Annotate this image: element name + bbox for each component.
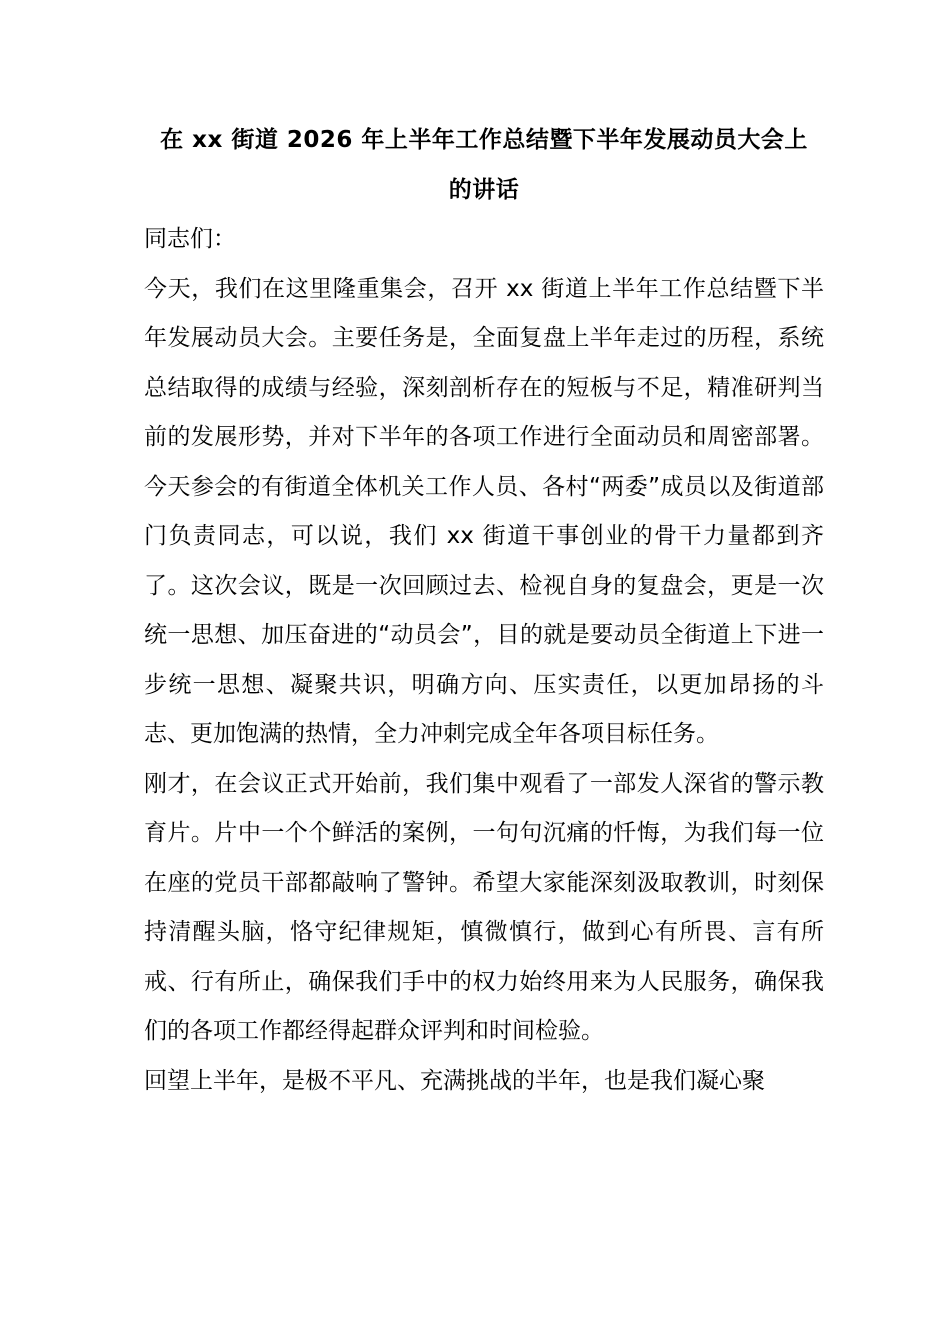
document-title	[144, 115, 824, 215]
greeting: 同志们：	[144, 226, 236, 252]
paragraph-opening: 今天，我们在这里隆重集会，召开 xx 街道上半年工作总结暨下半年发展动员大会。主要任务是，全面复盘上半年走过的历程，系统总结取得的成绩与经验，深刻剖析存在的短板与不足，精准研判当前的发展形势，并对下半年的各项工作进行全面动员和周密部署。今天参会的有街道全体机关工作人员、各村“两委”成员以及街道部门负责同志，可以说，我们 xx 街道干事创业的骨干力量都到齐了。这次会议，既是一次回顾过去、检视自身的复盘会，更是一次统一思想、加压奋进的“动员会”，目的就是要动员全街道上下进一步统一思想、凝聚共识，明确方向、压实责任，以更加昂扬的斗志、更加饱满的热情，全力冲刺完成全年各项目标任务。	[144, 275, 824, 747]
document-page	[144, 115, 824, 1106]
paragraph-review: 回望上半年，是极不平凡、充满挑战的半年，也是我们凝心聚	[144, 1067, 765, 1094]
paragraph-warning-education: 刚才，在会议正式开始前，我们集中观看了一部发人深省的警示教育片。片中一个个鲜活的案例，一句句沉痛的忏悔，为我们每一位在座的党员干部都敲响了警钟。希望大家能深刻汲取教训，时刻保持清醒头脑，恪守纪律规矩，慎微慎行，做到心有所畏、言有所戒、行有所止，确保我们手中的权力始终用来为人民服务，确保我们的各项工作都经得起群众评判和时间检验。	[144, 770, 824, 1044]
title-line-2: 的讲话	[448, 177, 520, 203]
title-line-1: 在 xx 街道 2026 年上半年工作总结暨下半年发展动员大会上	[160, 127, 808, 153]
